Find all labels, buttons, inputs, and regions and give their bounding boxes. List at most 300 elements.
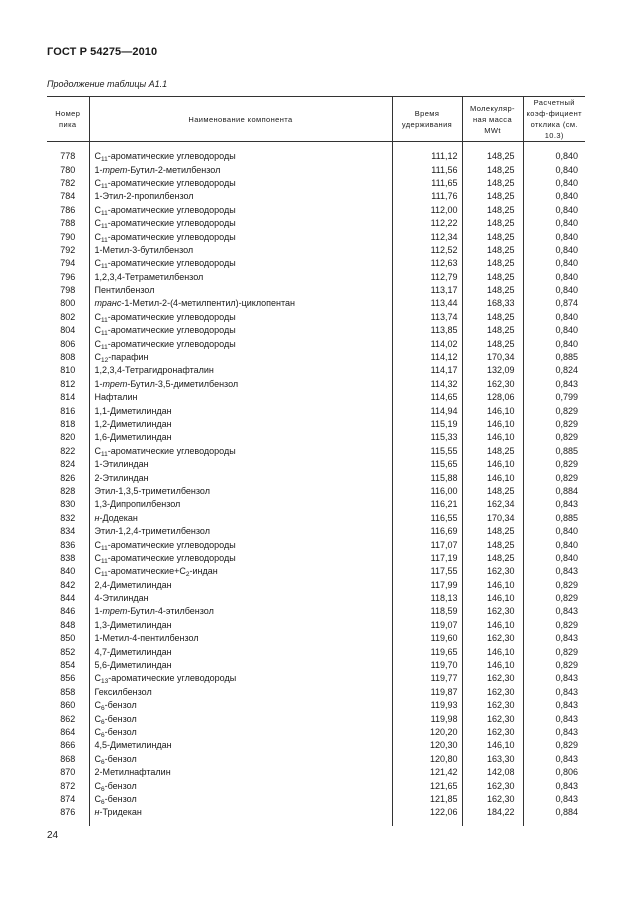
subscript-text: 11 <box>101 450 108 458</box>
molecular-mass-cell: 162,30 <box>462 378 523 391</box>
peak-number-cell: 808 <box>60 352 76 363</box>
peak-number-cell: 814 <box>60 392 76 403</box>
retention-time-cell: 119,87 <box>392 686 462 699</box>
component-name-cell <box>89 364 392 377</box>
italic-text: трет <box>102 606 128 617</box>
response-factor-cell: 0,829 <box>523 458 585 471</box>
response-factor-cell: 0,840 <box>523 552 585 565</box>
name-text: -ароматические углеводороды <box>107 204 236 215</box>
name-text: -Бутил-4-этилбензол <box>127 606 214 617</box>
table-row <box>47 565 585 578</box>
name-text: 1-Этил-2-пропилбензол <box>94 191 194 202</box>
subscript-text: 12 <box>101 357 109 365</box>
peak-number-cell: 850 <box>60 633 76 644</box>
retention-time-cell: 119,07 <box>392 619 462 632</box>
molecular-mass-cell: 148,25 <box>462 204 523 217</box>
table-row <box>47 579 585 592</box>
retention-time-cell: 119,65 <box>392 645 462 658</box>
retention-time-cell: 117,19 <box>392 552 462 565</box>
name-text: -1-Метил-2-(4-метилпентил)-циклопентан <box>121 298 296 309</box>
table-row <box>47 337 585 350</box>
peak-number-cell: 790 <box>60 231 76 242</box>
name-text: -ароматические углеводороды <box>107 151 236 162</box>
table-row <box>47 739 585 752</box>
components-table <box>47 96 585 826</box>
response-factor-cell: 0,840 <box>523 284 585 297</box>
response-factor-cell: 0,829 <box>523 739 585 752</box>
name-text: C <box>94 218 101 229</box>
molecular-mass-cell: 162,30 <box>462 672 523 685</box>
molecular-mass-cell: 148,25 <box>462 284 523 297</box>
name-text: -Додекан <box>99 512 138 523</box>
name-text: 4-Этилиндан <box>94 593 149 604</box>
retention-time-cell: 121,65 <box>392 779 462 792</box>
table-row <box>47 525 585 538</box>
name-text: C <box>94 338 101 349</box>
molecular-mass-cell: 148,25 <box>462 552 523 565</box>
retention-time-cell: 119,98 <box>392 712 462 725</box>
molecular-mass-cell: 162,34 <box>462 498 523 511</box>
name-text: C <box>94 231 101 242</box>
peak-number-cell: 792 <box>60 244 76 255</box>
subscript-text: 13 <box>101 678 109 686</box>
italic-text: транс <box>94 298 122 309</box>
peak-number-cell: 836 <box>60 539 76 550</box>
table-row <box>47 284 585 297</box>
component-name-cell <box>89 485 392 498</box>
name-text: -ароматические углеводороды <box>107 445 236 456</box>
peak-number-cell: 854 <box>60 660 76 671</box>
name-text: 1-Метил-4-пентилбензол <box>94 633 199 644</box>
name-text: -ароматические углеводороды <box>107 311 236 322</box>
table-row <box>47 150 585 163</box>
molecular-mass-cell: 148,25 <box>462 525 523 538</box>
subscript-text: 6 <box>101 705 105 713</box>
table-row <box>47 378 585 391</box>
component-name-cell <box>89 806 392 819</box>
name-text: -ароматические углеводороды <box>107 338 236 349</box>
component-name-cell <box>89 244 392 257</box>
molecular-mass-cell: 162,30 <box>462 779 523 792</box>
component-name-cell <box>89 230 392 243</box>
filler-cell <box>89 820 392 826</box>
name-text: Нафталин <box>94 392 138 403</box>
component-name-cell <box>89 645 392 658</box>
response-factor-cell: 0,843 <box>523 378 585 391</box>
molecular-mass-cell: 146,10 <box>462 471 523 484</box>
peak-number-cell: 806 <box>60 338 76 349</box>
name-text: -ароматические углеводороды <box>107 231 236 242</box>
peak-number-cell: 862 <box>60 713 76 724</box>
name-text: C <box>94 753 101 764</box>
component-name-cell <box>89 458 392 471</box>
peak-number-cell: 796 <box>60 271 76 282</box>
document-title: ГОСТ Р 54275—2010 <box>47 46 158 58</box>
name-text: 1,1-Диметилиндан <box>94 405 172 416</box>
response-factor-cell: 0,843 <box>523 699 585 712</box>
subscript-text: 2 <box>185 571 190 579</box>
retention-time-cell: 111,65 <box>392 177 462 190</box>
component-name-cell <box>89 204 392 217</box>
name-text: 1-Этилиндан <box>94 459 149 470</box>
name-text: -Тридекан <box>99 807 142 818</box>
retention-time-cell: 117,99 <box>392 579 462 592</box>
response-factor-cell: 0,843 <box>523 686 585 699</box>
response-factor-cell: 0,840 <box>523 337 585 350</box>
molecular-mass-cell: 146,10 <box>462 739 523 752</box>
response-factor-cell: 0,840 <box>523 217 585 230</box>
component-name-cell <box>89 672 392 685</box>
response-factor-cell: 0,843 <box>523 605 585 618</box>
component-name-cell <box>89 150 392 163</box>
name-text: C <box>94 539 101 550</box>
peak-number-cell: 874 <box>60 793 76 804</box>
peak-number-cell: 848 <box>60 619 76 630</box>
component-name-cell <box>89 592 392 605</box>
component-name-cell <box>89 699 392 712</box>
component-name-cell <box>89 726 392 739</box>
component-name-cell <box>89 297 392 310</box>
response-factor-cell: 0,843 <box>523 726 585 739</box>
peak-number-cell: 812 <box>60 378 76 389</box>
retention-time-cell: 115,33 <box>392 431 462 444</box>
column-header-peak-number: Номер пика <box>47 97 89 142</box>
response-factor-cell: 0,829 <box>523 471 585 484</box>
response-factor-cell: 0,829 <box>523 645 585 658</box>
name-text: 1,3-Диметилиндан <box>94 619 172 630</box>
response-factor-cell: 0,840 <box>523 163 585 176</box>
subscript-text: 11 <box>101 316 108 324</box>
molecular-mass-cell: 162,30 <box>462 605 523 618</box>
table-row <box>47 271 585 284</box>
name-text: C <box>94 352 101 363</box>
peak-number-cell: 864 <box>60 726 76 737</box>
subscript-text: 6 <box>101 718 105 726</box>
table-row <box>47 498 585 511</box>
name-text: C <box>94 793 101 804</box>
component-name-cell <box>89 793 392 806</box>
filler-cell <box>462 820 523 826</box>
component-name-cell <box>89 712 392 725</box>
peak-number-cell: 856 <box>60 673 76 684</box>
response-factor-cell: 0,840 <box>523 190 585 203</box>
response-factor-cell: 0,840 <box>523 271 585 284</box>
component-name-cell <box>89 431 392 444</box>
name-text: -ароматические углеводороды <box>108 673 237 684</box>
table-row <box>47 793 585 806</box>
molecular-mass-cell: 148,25 <box>462 217 523 230</box>
name-text: -бензол <box>104 726 137 737</box>
component-name-cell <box>89 659 392 672</box>
italic-text: трет <box>102 378 128 389</box>
name-text: -Бутил-3,5-диметилбензол <box>127 378 239 389</box>
molecular-mass-cell: 146,10 <box>462 458 523 471</box>
filler-cell <box>523 820 585 826</box>
name-text: C <box>94 713 101 724</box>
molecular-mass-cell: 146,10 <box>462 645 523 658</box>
response-factor-cell: 0,829 <box>523 592 585 605</box>
column-header-retention-time: Время удерживания <box>392 97 462 142</box>
response-factor-cell: 0,829 <box>523 659 585 672</box>
peak-number-cell: 870 <box>60 767 76 778</box>
retention-time-cell: 111,56 <box>392 163 462 176</box>
name-text: -бензол <box>104 713 137 724</box>
molecular-mass-cell: 170,34 <box>462 351 523 364</box>
component-name-cell <box>89 351 392 364</box>
name-text: Гексилбензол <box>94 686 152 697</box>
retention-time-cell: 112,52 <box>392 244 462 257</box>
subscript-text: 6 <box>101 758 105 766</box>
italic-text: трет <box>102 164 128 175</box>
table-row <box>47 766 585 779</box>
name-text: 1- <box>94 606 103 617</box>
molecular-mass-cell: 148,25 <box>462 324 523 337</box>
molecular-mass-cell: 148,25 <box>462 485 523 498</box>
molecular-mass-cell: 184,22 <box>462 806 523 819</box>
name-text: 4,7-Диметилиндан <box>94 646 172 657</box>
name-text: C <box>94 151 101 162</box>
response-factor-cell: 0,843 <box>523 712 585 725</box>
name-text: 4,5-Диметилиндан <box>94 740 172 751</box>
response-factor-cell: 0,843 <box>523 498 585 511</box>
component-name-cell <box>89 404 392 417</box>
response-factor-cell: 0,840 <box>523 324 585 337</box>
table-row <box>47 230 585 243</box>
peak-number-cell: 810 <box>60 365 76 376</box>
response-factor-cell: 0,874 <box>523 297 585 310</box>
subscript-text: 11 <box>101 236 108 244</box>
retention-time-cell: 114,17 <box>392 364 462 377</box>
retention-time-cell: 122,06 <box>392 806 462 819</box>
retention-time-cell: 114,65 <box>392 391 462 404</box>
name-text: C <box>94 325 101 336</box>
retention-time-cell: 115,55 <box>392 445 462 458</box>
name-text: -Бутил-2-метилбензол <box>127 164 221 175</box>
retention-time-cell: 118,13 <box>392 592 462 605</box>
name-text: 1- <box>94 164 103 175</box>
molecular-mass-cell: 128,06 <box>462 391 523 404</box>
table-row <box>47 431 585 444</box>
subscript-text: 11 <box>101 209 108 217</box>
name-text: Этил-1,2,4-триметилбензол <box>94 526 210 537</box>
response-factor-cell: 0,806 <box>523 766 585 779</box>
molecular-mass-cell: 146,10 <box>462 404 523 417</box>
name-text: C <box>94 700 101 711</box>
retention-time-cell: 116,00 <box>392 485 462 498</box>
component-name-cell <box>89 512 392 525</box>
peak-number-cell: 838 <box>60 552 76 563</box>
response-factor-cell: 0,884 <box>523 485 585 498</box>
table-row <box>47 311 585 324</box>
component-name-cell <box>89 552 392 565</box>
table-row <box>47 458 585 471</box>
subscript-text: 11 <box>101 571 108 579</box>
name-text: C <box>94 780 101 791</box>
table-row <box>47 418 585 431</box>
table-row <box>47 605 585 618</box>
retention-time-cell: 114,94 <box>392 404 462 417</box>
subscript-text: 11 <box>101 263 108 271</box>
retention-time-cell: 116,21 <box>392 498 462 511</box>
retention-time-cell: 120,30 <box>392 739 462 752</box>
peak-number-cell: 868 <box>60 753 76 764</box>
retention-time-cell: 113,17 <box>392 284 462 297</box>
name-text: C <box>94 726 101 737</box>
retention-time-cell: 114,32 <box>392 378 462 391</box>
component-name-cell <box>89 378 392 391</box>
peak-number-cell: 840 <box>60 566 76 577</box>
retention-time-cell: 116,55 <box>392 512 462 525</box>
retention-time-cell: 111,12 <box>392 150 462 163</box>
table-row <box>47 364 585 377</box>
table-row <box>47 257 585 270</box>
subscript-text: 11 <box>101 557 108 565</box>
table-row <box>47 672 585 685</box>
name-text: 5,6-Диметилиндан <box>94 660 172 671</box>
retention-time-cell: 112,22 <box>392 217 462 230</box>
component-name-cell <box>89 284 392 297</box>
peak-number-cell: 852 <box>60 646 76 657</box>
table-row <box>47 163 585 176</box>
name-text: C <box>94 204 101 215</box>
peak-number-cell: 872 <box>60 780 76 791</box>
name-text: C <box>94 311 101 322</box>
response-factor-cell: 0,840 <box>523 230 585 243</box>
peak-number-cell: 798 <box>60 285 76 296</box>
retention-time-cell: 117,07 <box>392 538 462 551</box>
spacer-cell <box>89 142 392 151</box>
component-name-cell <box>89 337 392 350</box>
molecular-mass-cell: 148,25 <box>462 244 523 257</box>
table-filler-row <box>47 820 585 826</box>
table-row <box>47 686 585 699</box>
component-name-cell <box>89 418 392 431</box>
retention-time-cell: 112,34 <box>392 230 462 243</box>
response-factor-cell: 0,840 <box>523 311 585 324</box>
peak-number-cell: 876 <box>60 807 76 818</box>
name-text: -ароматические+C <box>107 566 186 577</box>
name-text: 1,3-Дипропилбензол <box>94 499 181 510</box>
column-header-response-factor: Расчетный коэф-фициент отклика (см. 10.3) <box>523 97 585 142</box>
retention-time-cell: 113,74 <box>392 311 462 324</box>
molecular-mass-cell: 170,34 <box>462 512 523 525</box>
molecular-mass-cell: 148,25 <box>462 163 523 176</box>
retention-time-cell: 115,19 <box>392 418 462 431</box>
peak-number-cell: 824 <box>60 459 76 470</box>
retention-time-cell: 114,12 <box>392 351 462 364</box>
component-name-cell <box>89 605 392 618</box>
subscript-text: 6 <box>101 785 105 793</box>
molecular-mass-cell: 146,10 <box>462 418 523 431</box>
page-number: 24 <box>47 830 59 841</box>
retention-time-cell: 116,69 <box>392 525 462 538</box>
response-factor-cell: 0,843 <box>523 753 585 766</box>
response-factor-cell: 0,843 <box>523 565 585 578</box>
peak-number-cell: 866 <box>60 740 76 751</box>
table-row <box>47 632 585 645</box>
response-factor-cell: 0,840 <box>523 538 585 551</box>
response-factor-cell: 0,840 <box>523 257 585 270</box>
table-row <box>47 177 585 190</box>
subscript-text: 11 <box>101 544 108 552</box>
component-name-cell <box>89 753 392 766</box>
response-factor-cell: 0,829 <box>523 418 585 431</box>
name-text: -индан <box>189 566 218 577</box>
filler-cell <box>392 820 462 826</box>
molecular-mass-cell: 146,10 <box>462 619 523 632</box>
molecular-mass-cell: 132,09 <box>462 364 523 377</box>
column-header-molecular-mass: Молекуляр-ная масса MWt <box>462 97 523 142</box>
peak-number-cell: 804 <box>60 325 76 336</box>
name-text: C <box>94 445 101 456</box>
molecular-mass-cell: 148,25 <box>462 230 523 243</box>
molecular-mass-cell: 162,30 <box>462 793 523 806</box>
table-row <box>47 244 585 257</box>
name-text: Этил-1,3,5-триметилбензол <box>94 485 210 496</box>
component-name-cell <box>89 632 392 645</box>
peak-number-cell: 786 <box>60 204 76 215</box>
component-name-cell <box>89 190 392 203</box>
name-text: -парафин <box>108 352 149 363</box>
peak-number-cell: 846 <box>60 606 76 617</box>
molecular-mass-cell: 146,10 <box>462 579 523 592</box>
name-text: C <box>94 552 101 563</box>
component-name-cell <box>89 177 392 190</box>
subscript-text: 11 <box>101 223 108 231</box>
peak-number-cell: 784 <box>60 191 76 202</box>
molecular-mass-cell: 162,30 <box>462 699 523 712</box>
response-factor-cell: 0,829 <box>523 431 585 444</box>
table-row <box>47 204 585 217</box>
response-factor-cell: 0,885 <box>523 512 585 525</box>
peak-number-cell: 842 <box>60 579 76 590</box>
table-spacer-row <box>47 142 585 151</box>
peak-number-cell: 844 <box>60 593 76 604</box>
molecular-mass-cell: 146,10 <box>462 659 523 672</box>
component-name-cell <box>89 579 392 592</box>
retention-time-cell: 119,77 <box>392 672 462 685</box>
table-row <box>47 445 585 458</box>
molecular-mass-cell: 162,30 <box>462 726 523 739</box>
molecular-mass-cell: 162,30 <box>462 632 523 645</box>
retention-time-cell: 118,59 <box>392 605 462 618</box>
response-factor-cell: 0,884 <box>523 806 585 819</box>
component-name-cell <box>89 257 392 270</box>
table-row <box>47 645 585 658</box>
table-row <box>47 779 585 792</box>
spacer-cell <box>47 142 89 151</box>
name-text: 2-Метилнафталин <box>94 767 171 778</box>
peak-number-cell: 800 <box>60 298 76 309</box>
molecular-mass-cell: 148,25 <box>462 337 523 350</box>
molecular-mass-cell: 168,33 <box>462 297 523 310</box>
table-row <box>47 404 585 417</box>
peak-number-cell: 820 <box>60 432 76 443</box>
peak-number-cell: 832 <box>60 512 76 523</box>
subscript-text: 11 <box>101 182 108 190</box>
molecular-mass-cell: 148,25 <box>462 311 523 324</box>
table-row <box>47 512 585 525</box>
table-row <box>47 659 585 672</box>
peak-number-cell: 818 <box>60 419 76 429</box>
table-caption: Продолжение таблицы А1.1 <box>47 79 168 89</box>
response-factor-cell: 0,840 <box>523 177 585 190</box>
component-name-cell <box>89 619 392 632</box>
name-text: -ароматические углеводороды <box>107 539 236 550</box>
peak-number-cell: 802 <box>60 311 76 322</box>
name-text: 1,2,3,4-Тетрагидронафталин <box>94 365 214 376</box>
peak-number-cell: 858 <box>60 686 76 697</box>
